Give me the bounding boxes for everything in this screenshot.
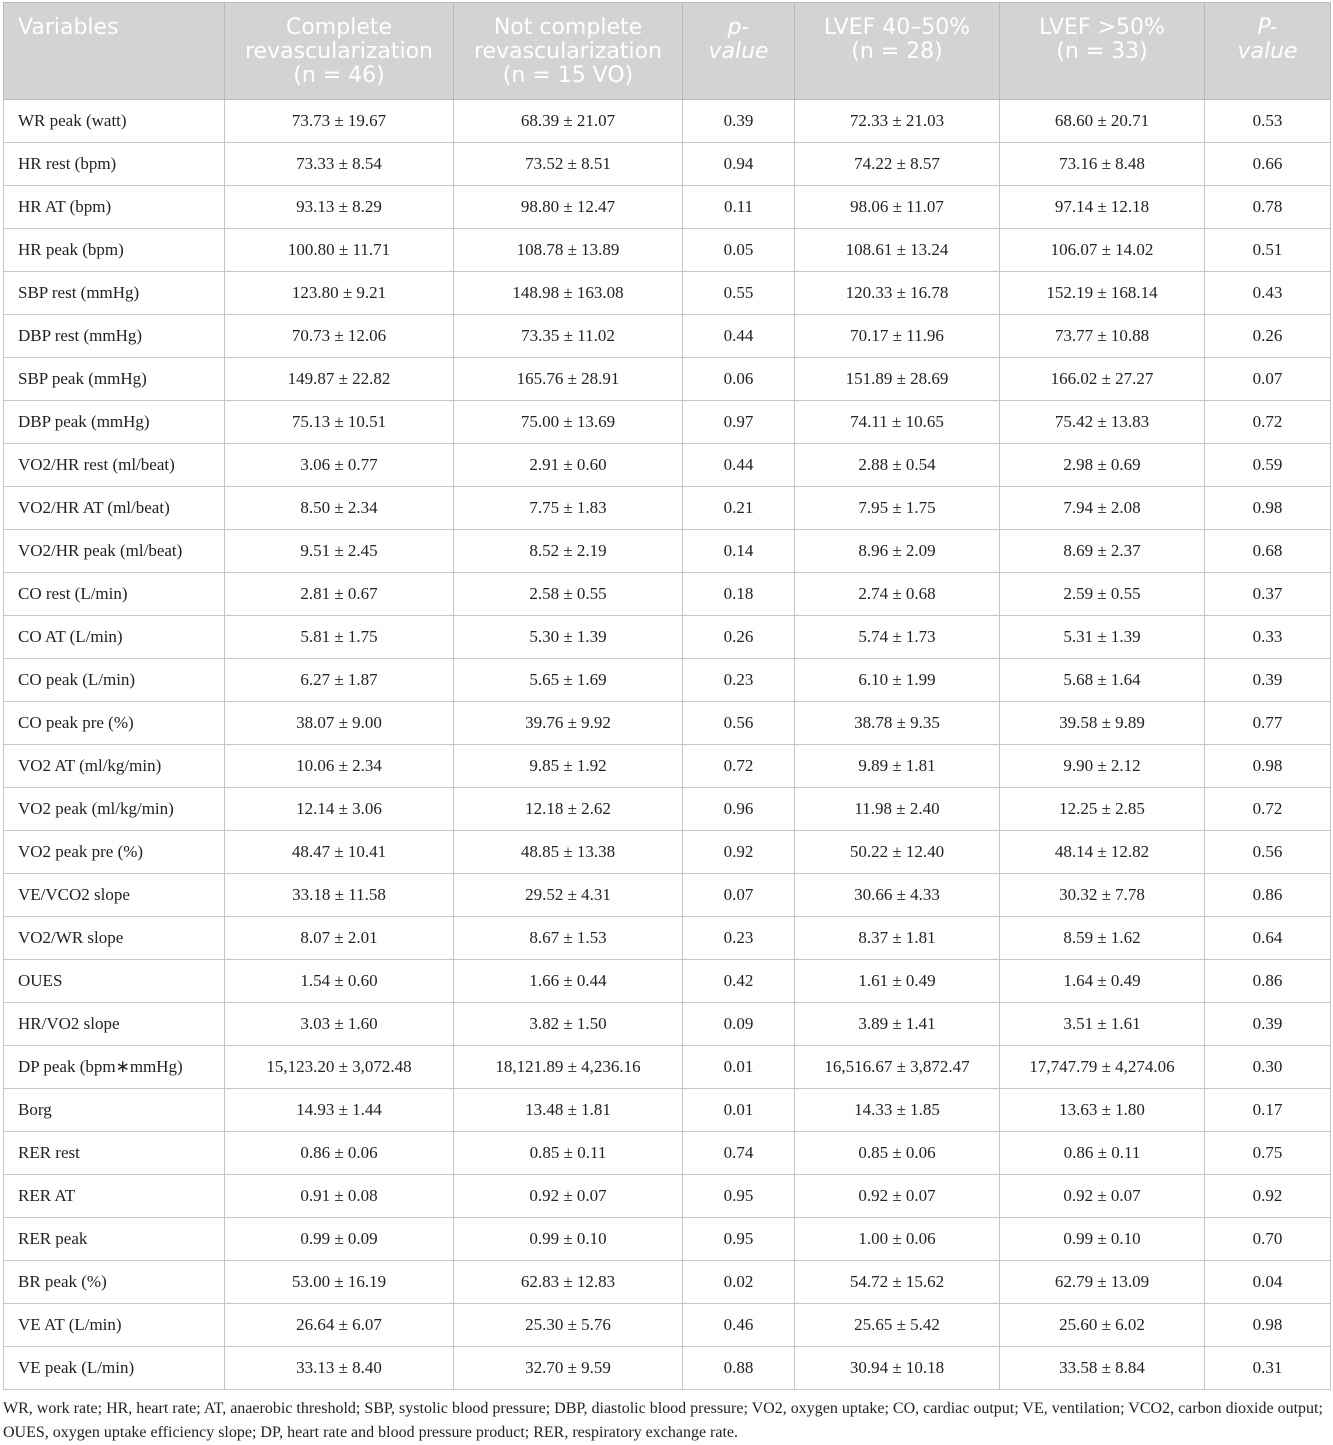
table-cell: 72.33 ± 21.03 <box>795 100 1000 143</box>
row-label-cell: VO2 peak pre (%) <box>4 831 225 874</box>
table-cell: 74.11 ± 10.65 <box>795 401 1000 444</box>
table-cell: 15,123.20 ± 3,072.48 <box>225 1046 454 1089</box>
row-label-cell: VO2/WR slope <box>4 917 225 960</box>
row-label-cell: RER peak <box>4 1218 225 1261</box>
column-header <box>225 3 454 100</box>
table-cell: 8.07 ± 2.01 <box>225 917 454 960</box>
row-label-cell: CO rest (L/min) <box>4 573 225 616</box>
column-header-line: (n = 15 VO) <box>502 63 634 88</box>
table-cell: 9.89 ± 1.81 <box>795 745 1000 788</box>
table-cell: 0.43 <box>1205 272 1331 315</box>
table-cell: 8.69 ± 2.37 <box>1000 530 1205 573</box>
table-row <box>4 659 1331 702</box>
table-cell: 0.92 <box>1205 1175 1331 1218</box>
row-label-cell: RER AT <box>4 1175 225 1218</box>
table-cell: 6.27 ± 1.87 <box>225 659 454 702</box>
table-cell: 0.91 ± 0.08 <box>225 1175 454 1218</box>
table-cell: 5.81 ± 1.75 <box>225 616 454 659</box>
table-row <box>4 229 1331 272</box>
table-cell: 97.14 ± 12.18 <box>1000 186 1205 229</box>
table-row <box>4 917 1331 960</box>
table-cell: 30.32 ± 7.78 <box>1000 874 1205 917</box>
table-cell: 0.72 <box>1205 401 1331 444</box>
table-cell: 3.89 ± 1.41 <box>795 1003 1000 1046</box>
table-cell: 32.70 ± 9.59 <box>454 1347 683 1390</box>
column-header-line: revascularization <box>244 39 434 64</box>
table-cell: 14.93 ± 1.44 <box>225 1089 454 1132</box>
table-cell: 3.51 ± 1.61 <box>1000 1003 1205 1046</box>
table-cell: 0.23 <box>683 659 795 702</box>
table-cell: 30.66 ± 4.33 <box>795 874 1000 917</box>
table-cell: 0.86 <box>1205 874 1331 917</box>
table-cell: 50.22 ± 12.40 <box>795 831 1000 874</box>
table-cell: 75.13 ± 10.51 <box>225 401 454 444</box>
table-cell: 0.44 <box>683 315 795 358</box>
table-row <box>4 960 1331 1003</box>
table-cell: 13.48 ± 1.81 <box>454 1089 683 1132</box>
table-cell: 7.95 ± 1.75 <box>795 487 1000 530</box>
table-cell: 0.33 <box>1205 616 1331 659</box>
table-cell: 0.46 <box>683 1304 795 1347</box>
table-cell: 0.04 <box>1205 1261 1331 1304</box>
column-header-line: Variables <box>18 15 119 40</box>
table-cell: 0.42 <box>683 960 795 1003</box>
table-cell: 0.56 <box>1205 831 1331 874</box>
table-cell: 0.86 ± 0.11 <box>1000 1132 1205 1175</box>
table-row <box>4 831 1331 874</box>
table-cell: 3.06 ± 0.77 <box>225 444 454 487</box>
column-header-line: (n = 33) <box>1056 39 1148 64</box>
column-header-line: Complete <box>285 15 393 40</box>
column-header <box>795 3 1000 100</box>
table-row <box>4 1003 1331 1046</box>
table-cell: 5.30 ± 1.39 <box>454 616 683 659</box>
table-cell: 0.95 <box>683 1175 795 1218</box>
table-row <box>4 143 1331 186</box>
table-cell: 0.09 <box>683 1003 795 1046</box>
table-footnote: WR, work rate; HR, heart rate; AT, anaerobic threshold; SBP, systolic blood pressure; DBP, diastolic blood pressure; VO2, oxygen uptake; CO, cardiac output; VE, ventilation; VCO2, carbon dioxide output; OUES, oxygen uptake efficiency slope; DP, heart rate and blood pressure product; RER, respiratory exchange rate. <box>3 1400 1323 1441</box>
table-cell: 2.91 ± 0.60 <box>454 444 683 487</box>
table-cell: 0.02 <box>683 1261 795 1304</box>
table-cell: 9.90 ± 2.12 <box>1000 745 1205 788</box>
table-cell: 0.98 <box>1205 487 1331 530</box>
table-cell: 11.98 ± 2.40 <box>795 788 1000 831</box>
table-row <box>4 100 1331 143</box>
table-cell: 62.83 ± 12.83 <box>454 1261 683 1304</box>
column-header <box>4 3 225 100</box>
table-cell: 73.16 ± 8.48 <box>1000 143 1205 186</box>
table-cell: 62.79 ± 13.09 <box>1000 1261 1205 1304</box>
table-cell: 17,747.79 ± 4,274.06 <box>1000 1046 1205 1089</box>
table-cell: 148.98 ± 163.08 <box>454 272 683 315</box>
table-row <box>4 1218 1331 1261</box>
table-cell: 10.06 ± 2.34 <box>225 745 454 788</box>
table-cell: 9.51 ± 2.45 <box>225 530 454 573</box>
table-cell: 106.07 ± 14.02 <box>1000 229 1205 272</box>
row-label-cell: SBP rest (mmHg) <box>4 272 225 315</box>
table-cell: 68.60 ± 20.71 <box>1000 100 1205 143</box>
row-label-cell: RER rest <box>4 1132 225 1175</box>
table-cell: 8.96 ± 2.09 <box>795 530 1000 573</box>
table-cell: 0.74 <box>683 1132 795 1175</box>
table-cell: 1.64 ± 0.49 <box>1000 960 1205 1003</box>
table-cell: 0.39 <box>1205 1003 1331 1046</box>
table-row <box>4 1046 1331 1089</box>
table-cell: 39.76 ± 9.92 <box>454 702 683 745</box>
table-cell: 0.92 ± 0.07 <box>454 1175 683 1218</box>
row-label-cell: OUES <box>4 960 225 1003</box>
row-label-cell: BR peak (%) <box>4 1261 225 1304</box>
table-cell: 0.97 <box>683 401 795 444</box>
table-cell: 0.44 <box>683 444 795 487</box>
table-cell: 0.06 <box>683 358 795 401</box>
table-cell: 0.72 <box>683 745 795 788</box>
table-cell: 70.17 ± 11.96 <box>795 315 1000 358</box>
table-cell: 152.19 ± 168.14 <box>1000 272 1205 315</box>
table-cell: 33.18 ± 11.58 <box>225 874 454 917</box>
row-label-cell: VO2/HR AT (ml/beat) <box>4 487 225 530</box>
table-cell: 0.26 <box>1205 315 1331 358</box>
table-cell: 0.98 <box>1205 1304 1331 1347</box>
table-cell: 16,516.67 ± 3,872.47 <box>795 1046 1000 1089</box>
row-label-cell: CO peak pre (%) <box>4 702 225 745</box>
table-cell: 75.00 ± 13.69 <box>454 401 683 444</box>
column-header-line: value <box>708 39 769 64</box>
table-cell: 0.99 ± 0.09 <box>225 1218 454 1261</box>
table-row <box>4 1089 1331 1132</box>
table-cell: 0.01 <box>683 1046 795 1089</box>
table-cell: 6.10 ± 1.99 <box>795 659 1000 702</box>
table-cell: 0.17 <box>1205 1089 1331 1132</box>
table-cell: 98.06 ± 11.07 <box>795 186 1000 229</box>
table-cell: 0.14 <box>683 530 795 573</box>
table-cell: 3.03 ± 1.60 <box>225 1003 454 1046</box>
table-cell: 73.33 ± 8.54 <box>225 143 454 186</box>
table-cell: 8.52 ± 2.19 <box>454 530 683 573</box>
column-header <box>1000 3 1205 100</box>
column-header-line: p- <box>727 15 750 40</box>
row-label-cell: HR rest (bpm) <box>4 143 225 186</box>
column-header-line: LVEF >50% <box>1039 15 1165 40</box>
table-cell: 0.72 <box>1205 788 1331 831</box>
table-cell: 0.75 <box>1205 1132 1331 1175</box>
table-cell: 0.95 <box>683 1218 795 1261</box>
column-header-line: revascularization <box>473 39 663 64</box>
table-cell: 0.85 ± 0.11 <box>454 1132 683 1175</box>
table-cell: 53.00 ± 16.19 <box>225 1261 454 1304</box>
table-cell: 0.68 <box>1205 530 1331 573</box>
table-cell: 8.37 ± 1.81 <box>795 917 1000 960</box>
table-cell: 12.14 ± 3.06 <box>225 788 454 831</box>
table-cell: 48.47 ± 10.41 <box>225 831 454 874</box>
column-header-line: P- <box>1257 15 1278 40</box>
table-row <box>4 1304 1331 1347</box>
table-cell: 0.86 <box>1205 960 1331 1003</box>
table-cell: 8.50 ± 2.34 <box>225 487 454 530</box>
row-label-cell: VE/VCO2 slope <box>4 874 225 917</box>
table-cell: 0.94 <box>683 143 795 186</box>
table-cell: 9.85 ± 1.92 <box>454 745 683 788</box>
row-label-cell: HR AT (bpm) <box>4 186 225 229</box>
column-header <box>454 3 683 100</box>
table-cell: 0.37 <box>1205 573 1331 616</box>
table-row <box>4 186 1331 229</box>
table-cell: 2.81 ± 0.67 <box>225 573 454 616</box>
table-cell: 2.74 ± 0.68 <box>795 573 1000 616</box>
table-cell: 68.39 ± 21.07 <box>454 100 683 143</box>
row-label-cell: VO2/HR peak (ml/beat) <box>4 530 225 573</box>
table-container <box>3 2 1330 1390</box>
table-cell: 39.58 ± 9.89 <box>1000 702 1205 745</box>
table-cell: 0.07 <box>683 874 795 917</box>
table-cell: 151.89 ± 28.69 <box>795 358 1000 401</box>
row-label-cell: Borg <box>4 1089 225 1132</box>
table-body <box>4 100 1331 1390</box>
table-cell: 25.65 ± 5.42 <box>795 1304 1000 1347</box>
table-cell: 5.74 ± 1.73 <box>795 616 1000 659</box>
table-cell: 0.39 <box>1205 659 1331 702</box>
table-cell: 93.13 ± 8.29 <box>225 186 454 229</box>
table-row <box>4 745 1331 788</box>
table-cell: 2.59 ± 0.55 <box>1000 573 1205 616</box>
table-row <box>4 788 1331 831</box>
row-label-cell: SBP peak (mmHg) <box>4 358 225 401</box>
table-cell: 0.21 <box>683 487 795 530</box>
table-cell: 73.73 ± 19.67 <box>225 100 454 143</box>
table-cell: 38.07 ± 9.00 <box>225 702 454 745</box>
data-table <box>3 2 1331 1390</box>
table-cell: 123.80 ± 9.21 <box>225 272 454 315</box>
table-cell: 54.72 ± 15.62 <box>795 1261 1000 1304</box>
table-cell: 18,121.89 ± 4,236.16 <box>454 1046 683 1089</box>
table-row <box>4 444 1331 487</box>
table-cell: 73.35 ± 11.02 <box>454 315 683 358</box>
row-label-cell: HR peak (bpm) <box>4 229 225 272</box>
table-cell: 0.92 ± 0.07 <box>795 1175 1000 1218</box>
table-cell: 0.66 <box>1205 143 1331 186</box>
table-cell: 149.87 ± 22.82 <box>225 358 454 401</box>
table-cell: 38.78 ± 9.35 <box>795 702 1000 745</box>
table-row <box>4 530 1331 573</box>
table-cell: 100.80 ± 11.71 <box>225 229 454 272</box>
table-cell: 0.55 <box>683 272 795 315</box>
table-cell: 30.94 ± 10.18 <box>795 1347 1000 1390</box>
table-row <box>4 487 1331 530</box>
row-label-cell: DBP peak (mmHg) <box>4 401 225 444</box>
table-cell: 0.88 <box>683 1347 795 1390</box>
table-row <box>4 616 1331 659</box>
table-cell: 120.33 ± 16.78 <box>795 272 1000 315</box>
table-cell: 2.88 ± 0.54 <box>795 444 1000 487</box>
table-cell: 0.85 ± 0.06 <box>795 1132 1000 1175</box>
table-cell: 0.99 ± 0.10 <box>454 1218 683 1261</box>
table-cell: 1.61 ± 0.49 <box>795 960 1000 1003</box>
table-cell: 166.02 ± 27.27 <box>1000 358 1205 401</box>
table-cell: 0.51 <box>1205 229 1331 272</box>
table-row <box>4 702 1331 745</box>
table-cell: 0.01 <box>683 1089 795 1132</box>
table-cell: 7.94 ± 2.08 <box>1000 487 1205 530</box>
column-header <box>683 3 795 100</box>
table-cell: 2.58 ± 0.55 <box>454 573 683 616</box>
table-cell: 0.99 ± 0.10 <box>1000 1218 1205 1261</box>
table-cell: 108.61 ± 13.24 <box>795 229 1000 272</box>
table-cell: 3.82 ± 1.50 <box>454 1003 683 1046</box>
table-cell: 26.64 ± 6.07 <box>225 1304 454 1347</box>
table-cell: 73.77 ± 10.88 <box>1000 315 1205 358</box>
row-label-cell: VE peak (L/min) <box>4 1347 225 1390</box>
row-label-cell: CO peak (L/min) <box>4 659 225 702</box>
table-row <box>4 358 1331 401</box>
row-label-cell: VO2 AT (ml/kg/min) <box>4 745 225 788</box>
table-cell: 0.26 <box>683 616 795 659</box>
table-row <box>4 573 1331 616</box>
table-cell: 8.59 ± 1.62 <box>1000 917 1205 960</box>
table-cell: 0.96 <box>683 788 795 831</box>
table-cell: 33.58 ± 8.84 <box>1000 1347 1205 1390</box>
table-cell: 0.18 <box>683 573 795 616</box>
table-cell: 0.05 <box>683 229 795 272</box>
table-row <box>4 1261 1331 1304</box>
row-label-cell: DP peak (bpm∗mmHg) <box>4 1046 225 1089</box>
table-cell: 0.31 <box>1205 1347 1331 1390</box>
table-cell: 1.66 ± 0.44 <box>454 960 683 1003</box>
row-label-cell: WR peak (watt) <box>4 100 225 143</box>
table-cell: 0.39 <box>683 100 795 143</box>
table-cell: 74.22 ± 8.57 <box>795 143 1000 186</box>
column-header-line: (n = 46) <box>293 63 385 88</box>
table-cell: 0.56 <box>683 702 795 745</box>
table-cell: 165.76 ± 28.91 <box>454 358 683 401</box>
table-cell: 14.33 ± 1.85 <box>795 1089 1000 1132</box>
table-cell: 2.98 ± 0.69 <box>1000 444 1205 487</box>
table-cell: 0.78 <box>1205 186 1331 229</box>
column-header <box>1205 3 1331 100</box>
table-cell: 75.42 ± 13.83 <box>1000 401 1205 444</box>
table-cell: 0.11 <box>683 186 795 229</box>
table-cell: 108.78 ± 13.89 <box>454 229 683 272</box>
table-cell: 73.52 ± 8.51 <box>454 143 683 186</box>
row-label-cell: VO2/HR rest (ml/beat) <box>4 444 225 487</box>
table-cell: 0.59 <box>1205 444 1331 487</box>
table-cell: 29.52 ± 4.31 <box>454 874 683 917</box>
table-row <box>4 401 1331 444</box>
table-cell: 13.63 ± 1.80 <box>1000 1089 1205 1132</box>
row-label-cell: DBP rest (mmHg) <box>4 315 225 358</box>
table-cell: 33.13 ± 8.40 <box>225 1347 454 1390</box>
row-label-cell: CO AT (L/min) <box>4 616 225 659</box>
table-cell: 0.30 <box>1205 1046 1331 1089</box>
table-cell: 0.07 <box>1205 358 1331 401</box>
table-cell: 25.60 ± 6.02 <box>1000 1304 1205 1347</box>
table-cell: 0.64 <box>1205 917 1331 960</box>
table-cell: 5.68 ± 1.64 <box>1000 659 1205 702</box>
table-cell: 0.92 <box>683 831 795 874</box>
table-cell: 8.67 ± 1.53 <box>454 917 683 960</box>
row-label-cell: VO2 peak (ml/kg/min) <box>4 788 225 831</box>
row-label-cell: VE AT (L/min) <box>4 1304 225 1347</box>
row-label-cell: HR/VO2 slope <box>4 1003 225 1046</box>
table-cell: 0.53 <box>1205 100 1331 143</box>
table-cell: 0.86 ± 0.06 <box>225 1132 454 1175</box>
column-header-line: value <box>1237 39 1298 64</box>
table-cell: 0.77 <box>1205 702 1331 745</box>
table-cell: 0.70 <box>1205 1218 1331 1261</box>
table-cell: 25.30 ± 5.76 <box>454 1304 683 1347</box>
column-header-line: (n = 28) <box>851 39 943 64</box>
table-cell: 0.23 <box>683 917 795 960</box>
table-cell: 70.73 ± 12.06 <box>225 315 454 358</box>
table-cell: 5.31 ± 1.39 <box>1000 616 1205 659</box>
table-cell: 1.54 ± 0.60 <box>225 960 454 1003</box>
table-row <box>4 315 1331 358</box>
column-header-line: LVEF 40–50% <box>823 15 971 40</box>
table-row <box>4 272 1331 315</box>
column-header-line: Not complete <box>493 15 643 40</box>
table-cell: 48.85 ± 13.38 <box>454 831 683 874</box>
table-cell: 5.65 ± 1.69 <box>454 659 683 702</box>
table-cell: 98.80 ± 12.47 <box>454 186 683 229</box>
table-header-row <box>4 3 1331 100</box>
table-cell: 1.00 ± 0.06 <box>795 1218 1000 1261</box>
table-cell: 12.25 ± 2.85 <box>1000 788 1205 831</box>
table-cell: 0.98 <box>1205 745 1331 788</box>
table-cell: 7.75 ± 1.83 <box>454 487 683 530</box>
table-row <box>4 1347 1331 1390</box>
table-row <box>4 874 1331 917</box>
table-cell: 48.14 ± 12.82 <box>1000 831 1205 874</box>
table-row <box>4 1175 1331 1218</box>
table-cell: 12.18 ± 2.62 <box>454 788 683 831</box>
table-cell: 0.92 ± 0.07 <box>1000 1175 1205 1218</box>
table-row <box>4 1132 1331 1175</box>
